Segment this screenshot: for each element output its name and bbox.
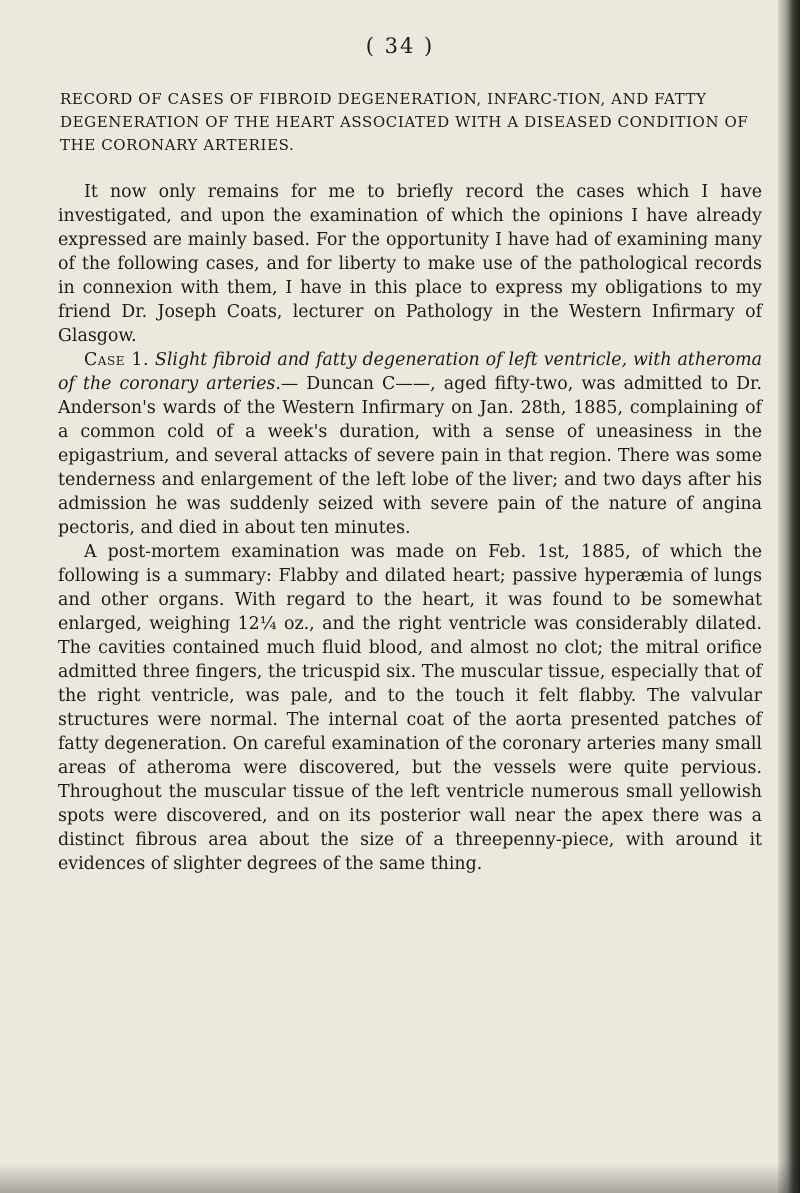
case-1-paragraph bbox=[58, 348, 762, 540]
case-label: Case 1. bbox=[84, 350, 149, 370]
book-spine-shadow bbox=[778, 0, 800, 1193]
section-heading: RECORD OF CASES OF FIBROID DEGENERATION, INFARC-TION, AND FATTY DEGENERATION OF THE HEART ASSOCIATED WITH A DISEASED CONDITION OF THE CORONARY ARTERIES. bbox=[60, 90, 749, 154]
intro-paragraph: It now only remains for me to briefly record the cases which I have investigated, and upon the examination of which the opinions I have already expressed are mainly based. For the opportunity I have had of examining many of the following cases, and for liberty to make use of the pathological records in connexion with them, I have in this place to express my obligations to my friend Dr. Joseph Coats, lecturer on Pathology in the Western Infirmary of Glasgow. bbox=[58, 182, 762, 346]
case-title: Slight fibroid and fatty degeneration of left ventricle, with atheroma of the coronary arteries. bbox=[58, 350, 763, 394]
bottom-edge-shadow bbox=[0, 1163, 800, 1193]
case-text: — Duncan C——, aged fifty-two, was admitted to Dr. Anderson's wards of the Western Infirmary on Jan. 28th, 1885, complaining of a common cold of a week's duration, with a sense of uneasiness in the epigastrium, and several attacks of severe pain in that region. There was some tenderness and enlargement of the left lobe of the liver; and two days after his admission he was suddenly seized with severe pain of the nature of angina pectoris, and died in about ten minutes. bbox=[58, 374, 762, 538]
postmortem-paragraph: A post-mortem examination was made on Feb. 1st, 1885, of which the following is a summary: Flabby and dilated heart; passive hyperæmia of lungs and other organs. With regard to the heart, it was found to be somewhat enlarged, weighing 12¼ oz., and the right ventricle was considerably dilated. The cavities contained much fluid blood, and almost no clot; the mitral orifice admitted three fingers, the tricuspid six. The muscular tissue, especially that of the right ventricle, was pale, and to the touch it felt flabby. The valvular structures were normal. The internal coat of the aorta presented patches of fatty degeneration. On careful examination of the coronary arteries many small areas of atheroma were discovered, but the vessels were quite pervious. Throughout the muscular tissue of the left ventricle numerous small yellowish spots were discovered, and on its posterior wall near the apex there was a distinct fibrous area about the size of a threepenny-piece, with around it evidences of slighter degrees of the same thing. bbox=[58, 542, 762, 874]
body-text bbox=[58, 180, 762, 876]
page-number: ( 34 ) bbox=[365, 34, 435, 58]
